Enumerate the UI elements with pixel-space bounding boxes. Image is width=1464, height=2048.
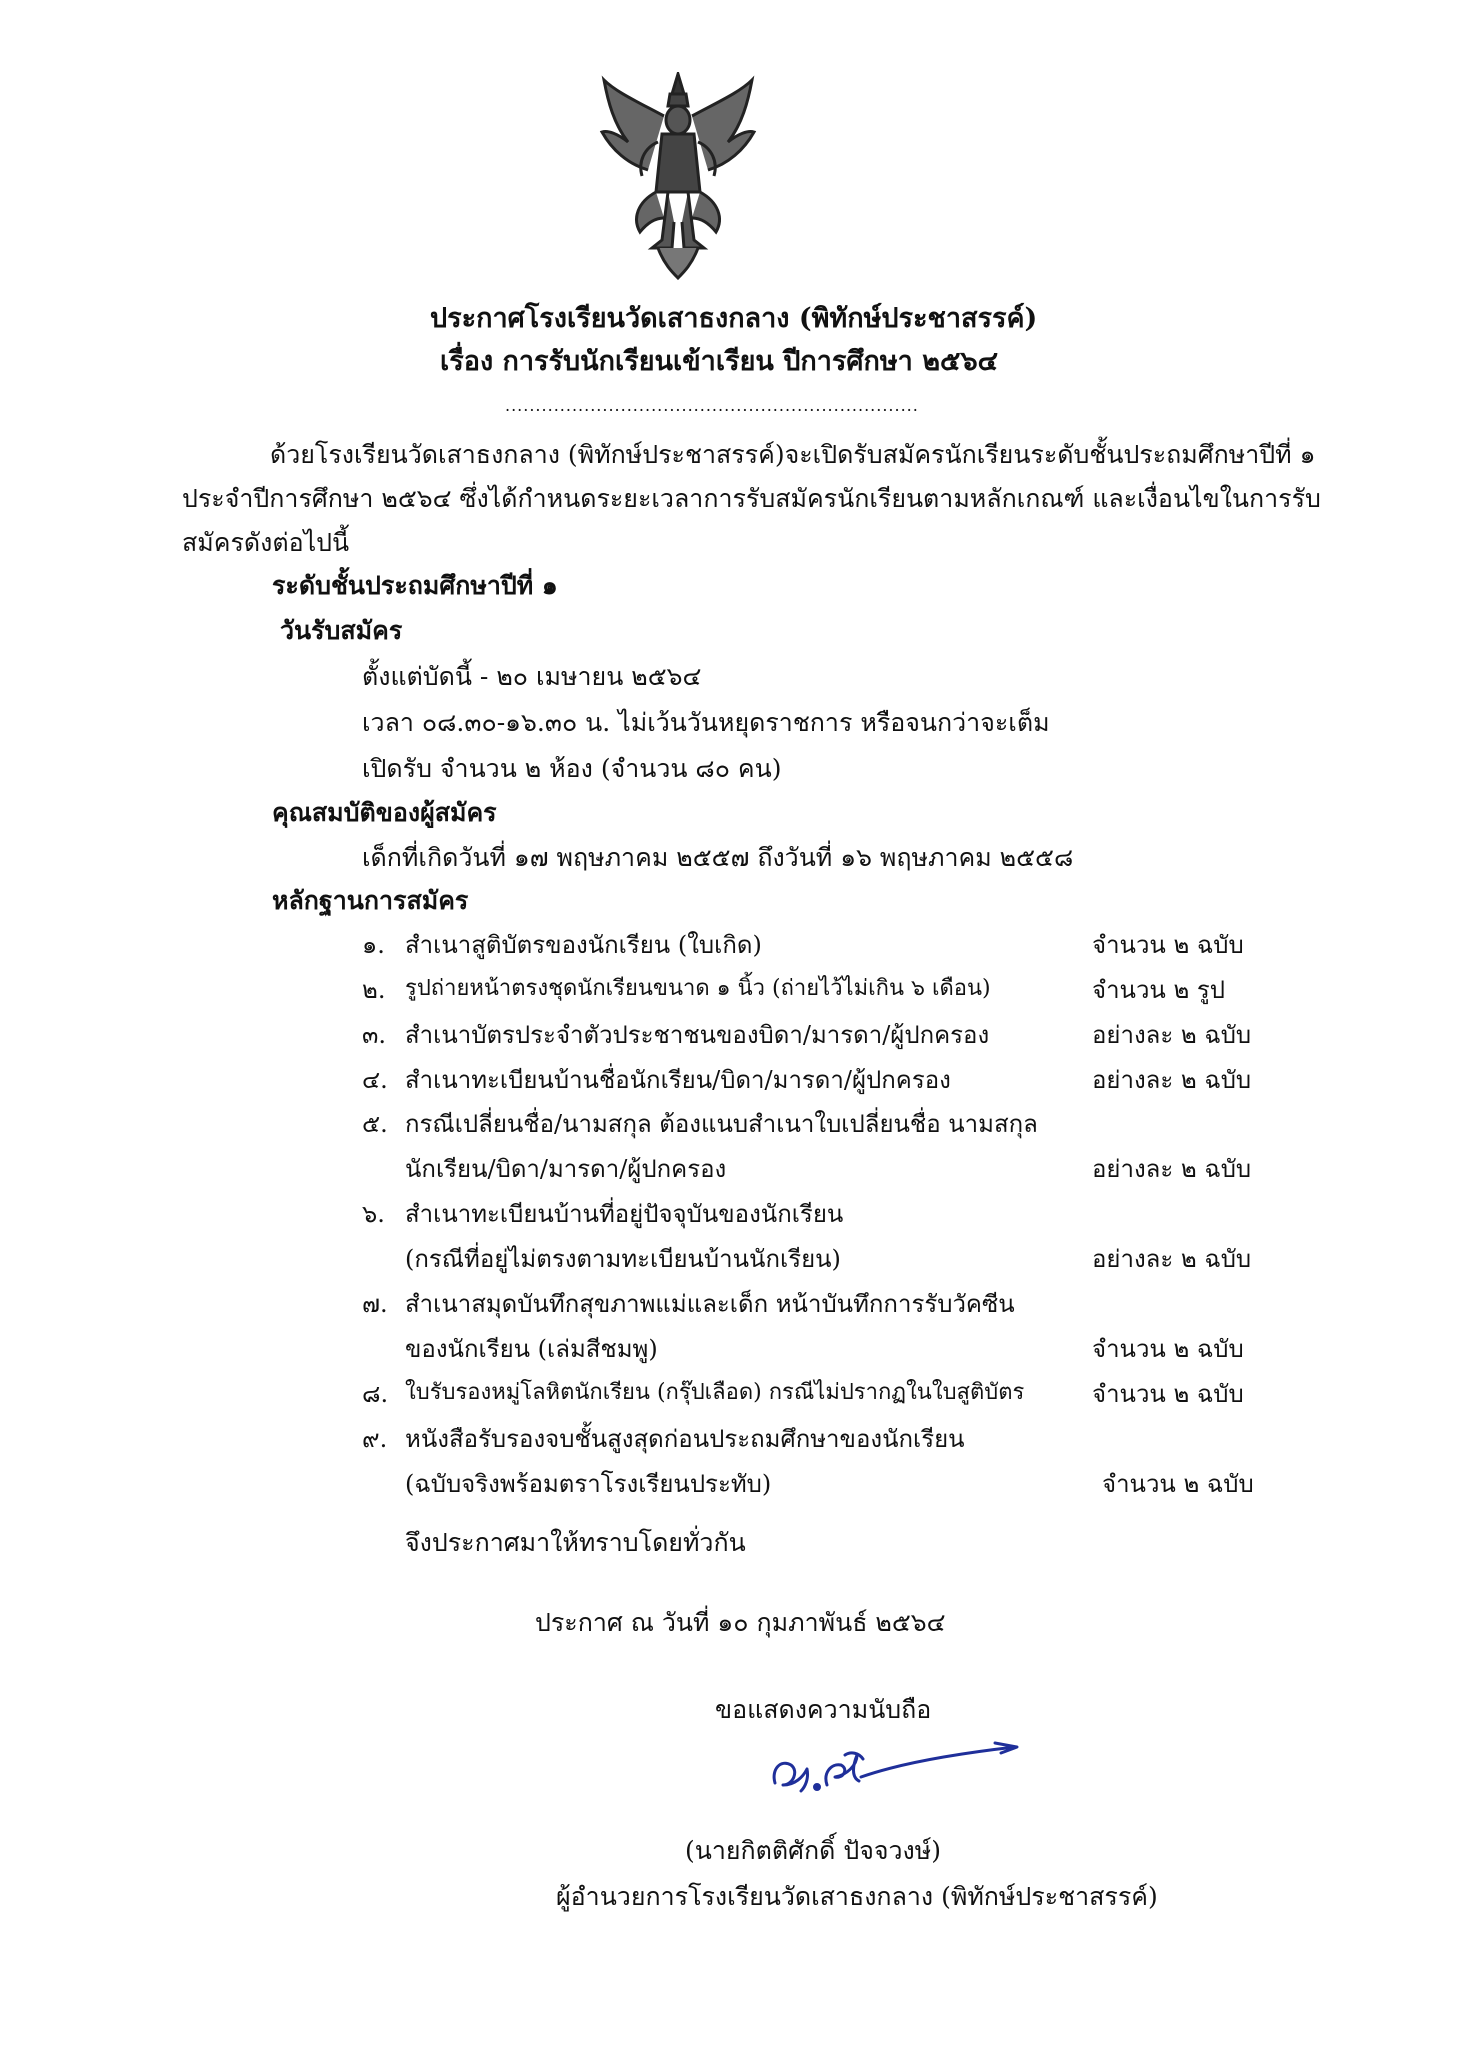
item-number: ๘. [362, 1380, 389, 1408]
item-text: สำเนาทะเบียนบ้านที่อยู่ปัจจุบันของนักเรียน [405, 1200, 844, 1228]
application-capacity: เปิดรับ จำนวน ๒ ห้อง (จำนวน ๘๐ คน) [362, 754, 782, 783]
document-subject: เรื่อง การรับนักเรียนเข้าเรียน ปีการศึกษา ๒๕๖๔ [440, 346, 999, 377]
item-number: ๗. [362, 1290, 388, 1318]
item-quantity: อย่างละ ๒ ฉบับ [1092, 1066, 1252, 1094]
announcement-date: ประกาศ ณ วันที่ ๑๐ กุมภาพันธ์ ๒๕๖๔ [535, 1608, 946, 1637]
announcement-text: จึงประกาศมาให้ทราบโดยทั่วกัน [405, 1528, 746, 1557]
signer-name: (นายกิตติศักดิ์ ปัจจวงษ์) [685, 1836, 941, 1865]
intro-line-2: ประจำปีการศึกษา ๒๕๖๔ ซึ่งได้กำหนดระยะเวลาการรับสมัครนักเรียนตามหลักเกณฑ์ และเงื่อนไขในการรับ [182, 484, 1321, 513]
signer-title: ผู้อำนวยการโรงเรียนวัดเสาธงกลาง (พิทักษ์ประชาสรรค์) [556, 1882, 1158, 1911]
garuda-emblem-icon [598, 72, 758, 282]
item-text: สำเนาสูติบัตรของนักเรียน (ใบเกิด) [405, 931, 762, 959]
documents-heading: หลักฐานการสมัคร [272, 886, 469, 915]
item-number: ๒. [362, 976, 386, 1004]
document-title: ประกาศโรงเรียนวัดเสาธงกลาง (พิทักษ์ประชาสรรค์) [430, 303, 1038, 334]
item-text: กรณีเปลี่ยนชื่อ/นามสกุล ต้องแนบสำเนาใบเปลี่ยนชื่อ นามสกุล [405, 1110, 1038, 1138]
item-number: ๕. [362, 1110, 388, 1138]
item-text-continued: (กรณีที่อยู่ไม่ตรงตามทะเบียนบ้านนักเรียน) [405, 1245, 841, 1273]
item-number: ๙. [362, 1425, 388, 1453]
item-text: รูปถ่ายหน้าตรงชุดนักเรียนขนาด ๑ นิ้ว (ถ่ายไว้ไม่เกิน ๖ เดือน) [405, 976, 991, 1001]
item-quantity: จำนวน ๒ ฉบับ [1092, 1380, 1244, 1408]
signature-icon [765, 1725, 1025, 1805]
item-number: ๖. [362, 1200, 385, 1228]
item-quantity: จำนวน ๒ ฉบับ [1102, 1470, 1254, 1498]
item-quantity: อย่างละ ๒ ฉบับ [1092, 1021, 1252, 1049]
item-text-continued: นักเรียน/บิดา/มารดา/ผู้ปกครอง [405, 1155, 727, 1183]
item-text: หนังสือรับรองจบชั้นสูงสุดก่อนประถมศึกษาของนักเรียน [405, 1425, 965, 1453]
level-heading: ระดับชั้นประถมศึกษาปีที่ ๑ [272, 571, 558, 600]
qualification-text: เด็กที่เกิดวันที่ ๑๗ พฤษภาคม ๒๕๕๗ ถึงวันที่ ๑๖ พฤษภาคม ๒๕๕๘ [362, 843, 1074, 872]
item-quantity: จำนวน ๒ ฉบับ [1092, 931, 1244, 959]
item-text: สำเนาทะเบียนบ้านชื่อนักเรียน/บิดา/มารดา/ผู้ปกครอง [405, 1066, 951, 1094]
title-divider: .................................................................... [505, 396, 919, 415]
item-text-continued: (ฉบับจริงพร้อมตราโรงเรียนประทับ) [405, 1470, 772, 1498]
item-text: สำเนาบัตรประจำตัวประชาชนของบิดา/มารดา/ผู้ปกครอง [405, 1021, 990, 1049]
item-text-continued: ของนักเรียน (เล่มสีชมพู) [405, 1335, 658, 1363]
item-text: สำเนาสมุดบันทึกสุขภาพแม่และเด็ก หน้าบันทึกการรับวัคซีน [405, 1290, 1015, 1318]
item-number: ๔. [362, 1066, 388, 1094]
application-heading: วันรับสมัคร [280, 616, 403, 645]
regards-text: ขอแสดงความนับถือ [715, 1695, 932, 1724]
item-quantity: จำนวน ๒ รูป [1092, 976, 1226, 1004]
item-quantity: จำนวน ๒ ฉบับ [1092, 1335, 1244, 1363]
application-time: เวลา ๐๘.๓๐-๑๖.๓๐ น. ไม่เว้นวันหยุดราชการ หรือจนกว่าจะเต็ม [362, 708, 1050, 737]
item-quantity: อย่างละ ๒ ฉบับ [1092, 1245, 1252, 1273]
item-text: ใบรับรองหมู่โลหิตนักเรียน (กรุ๊ปเลือด) กรณีไม่ปรากฏในใบสูติบัตร [405, 1380, 1025, 1405]
item-number: ๓. [362, 1021, 387, 1049]
qualification-heading: คุณสมบัติของผู้สมัคร [272, 798, 497, 827]
item-quantity: อย่างละ ๒ ฉบับ [1092, 1155, 1252, 1183]
item-number: ๑. [362, 931, 385, 959]
intro-line-1: ด้วยโรงเรียนวัดเสาธงกลาง (พิทักษ์ประชาสรรค์)จะเปิดรับสมัครนักเรียนระดับชั้นประถมศึกษาปีที่ ๑ [270, 440, 1316, 469]
intro-line-3: สมัครดังต่อไปนี้ [182, 528, 350, 557]
application-date: ตั้งแต่บัดนี้ - ๒๐ เมษายน ๒๕๖๔ [362, 662, 702, 691]
